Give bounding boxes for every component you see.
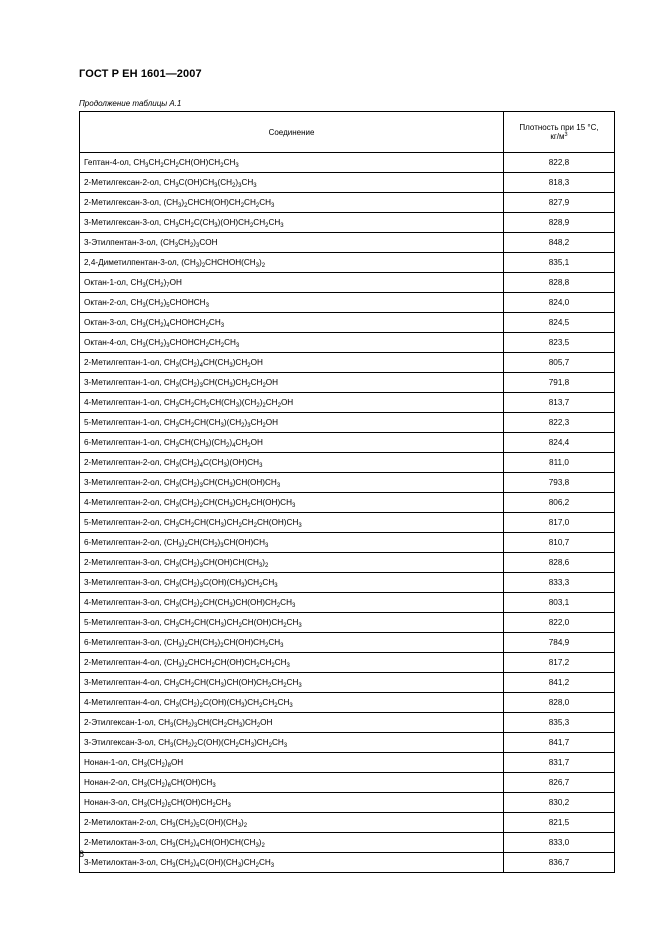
page-number: 8 bbox=[79, 849, 85, 859]
compound-formula: $CH_3CH(CH_3)(CH_2)_4CH_2OH$ bbox=[163, 438, 263, 449]
density-unit-exponent: 3 bbox=[564, 132, 568, 138]
compound-name: 6-Метилгептан-1-ол, bbox=[84, 438, 164, 447]
compound-cell bbox=[80, 353, 504, 373]
compound-formula: $CH_3(CH_2)_2C(OH)(CH_2CH_3)CH_2CH_3$ bbox=[158, 738, 288, 749]
density-value: 828,9 bbox=[504, 213, 615, 233]
compound-cell bbox=[80, 213, 504, 233]
density-header-label: Плотность при 15 °С, bbox=[519, 123, 599, 132]
table-row bbox=[80, 273, 615, 293]
compound-cell bbox=[80, 533, 504, 553]
compound-cell bbox=[80, 153, 504, 173]
density-value: 836,7 bbox=[504, 853, 615, 873]
compound-formula: $CH_3CH_2CH(CH_3)CH_2CH(OH)CH_2CH_3$ bbox=[163, 618, 302, 629]
compound-name: 3-Этилгексан-3-ол, bbox=[84, 738, 159, 747]
compound-cell bbox=[80, 593, 504, 613]
compound-formula: $CH_3(CH_2)_3CH(CH_2CH_3)CH_2OH$ bbox=[158, 718, 273, 729]
compound-name: 2-Метилгептан-2-ол, bbox=[84, 458, 164, 467]
density-value: 811,0 bbox=[504, 453, 615, 473]
compound-formula: $CH_3(CH_2)_3CH(CH_3)CH(OH)CH_3$ bbox=[163, 478, 281, 489]
density-value: 828,8 bbox=[504, 273, 615, 293]
compound-name: Нонан-2-ол, bbox=[84, 778, 132, 787]
table-row bbox=[80, 473, 615, 493]
table-row bbox=[80, 233, 615, 253]
density-value: 824,4 bbox=[504, 433, 615, 453]
compound-name: 4-Метилгептан-4-ол, bbox=[84, 698, 164, 707]
compound-cell bbox=[80, 293, 504, 313]
compound-formula: $CH_3(CH_2)_3CH(CH_3)CH_2CH_2OH$ bbox=[163, 378, 279, 389]
compound-formula: $CH_3(CH_2)_5CH(OH)CH_2CH_3$ bbox=[131, 798, 231, 809]
compound-name: Гептан-4-ол, bbox=[84, 158, 134, 167]
compound-cell bbox=[80, 453, 504, 473]
table-row bbox=[80, 513, 615, 533]
table-row bbox=[80, 613, 615, 633]
column-header-density bbox=[504, 112, 615, 153]
compound-formula: $CH_3CH_2C(CH_3)(OH)CH_2CH_2CH_3$ bbox=[163, 218, 284, 229]
compound-name: 5-Метилгептан-2-ол, bbox=[84, 518, 164, 527]
table-row bbox=[80, 313, 615, 333]
table-row bbox=[80, 493, 615, 513]
compound-name: 6-Метилгептан-2-ол, bbox=[84, 538, 164, 547]
compound-cell bbox=[80, 373, 504, 393]
density-value: 828,0 bbox=[504, 693, 615, 713]
compound-formula: $CH_3(CH_2)_8OH$ bbox=[131, 758, 184, 769]
density-value: 833,3 bbox=[504, 573, 615, 593]
table-row bbox=[80, 773, 615, 793]
compound-cell bbox=[80, 233, 504, 253]
compound-name: 6-Метилгептан-3-ол, bbox=[84, 638, 164, 647]
density-value: 824,5 bbox=[504, 313, 615, 333]
compound-formula: $(CH_3)_2CHCH_2CH(OH)CH_2CH_2CH_3$ bbox=[163, 658, 290, 669]
compound-cell bbox=[80, 333, 504, 353]
compound-cell bbox=[80, 713, 504, 733]
compound-cell bbox=[80, 473, 504, 493]
compound-name: 2-Метилгептан-4-ол, bbox=[84, 658, 164, 667]
density-value: 841,2 bbox=[504, 673, 615, 693]
compound-formula: $CH_3(CH_2)_4C(CH_3)(OH)CH_3$ bbox=[163, 458, 263, 469]
density-value: 817,0 bbox=[504, 513, 615, 533]
density-value: 824,0 bbox=[504, 293, 615, 313]
table-row bbox=[80, 533, 615, 553]
table-row bbox=[80, 433, 615, 453]
column-header-compound: Соединение bbox=[80, 112, 504, 153]
density-value: 821,5 bbox=[504, 813, 615, 833]
compound-formula: $CH_3CH_2CH_2CH(CH_3)(CH_2)_2CH_2OH$ bbox=[163, 398, 294, 409]
table-row bbox=[80, 193, 615, 213]
compound-formula: $CH_3C(OH)CH_3(CH_2)_3CH_3$ bbox=[163, 178, 257, 189]
compound-name: Октан-1-ол, bbox=[84, 278, 131, 287]
density-value: 791,8 bbox=[504, 373, 615, 393]
compound-cell bbox=[80, 773, 504, 793]
compound-cell bbox=[80, 513, 504, 533]
table-header-row bbox=[80, 112, 615, 153]
compound-name: 2-Метилгептан-3-ол, bbox=[84, 558, 164, 567]
compound-formula: $CH_3(CH_2)_4C(OH)(CH_3)CH_2CH_3$ bbox=[160, 858, 275, 869]
density-value: 835,1 bbox=[504, 253, 615, 273]
density-table bbox=[79, 111, 615, 873]
compound-name: Октан-3-ол, bbox=[84, 318, 131, 327]
compound-name: 2-Метилгексан-2-ол, bbox=[84, 178, 164, 187]
compound-cell bbox=[80, 633, 504, 653]
density-value: 805,7 bbox=[504, 353, 615, 373]
compound-name: 5-Метилгептан-1-ол, bbox=[84, 418, 164, 427]
density-value: 822,8 bbox=[504, 153, 615, 173]
compound-name: 4-Метилгептан-1-ол, bbox=[84, 398, 164, 407]
compound-formula: $CH_3(CH_2)_5C(OH)(CH_3)_2$ bbox=[160, 818, 248, 829]
density-value: 813,7 bbox=[504, 393, 615, 413]
table-row bbox=[80, 253, 615, 273]
table-row bbox=[80, 213, 615, 233]
table-row bbox=[80, 453, 615, 473]
compound-name: 3-Метилгептан-1-ол, bbox=[84, 378, 164, 387]
table-row bbox=[80, 693, 615, 713]
compound-name: Нонан-3-ол, bbox=[84, 798, 132, 807]
compound-cell bbox=[80, 653, 504, 673]
table-row bbox=[80, 653, 615, 673]
compound-cell bbox=[80, 413, 504, 433]
table-row bbox=[80, 413, 615, 433]
compound-formula: $CH_3(CH_2)_3CHOHCH_2CH_2CH_3$ bbox=[130, 338, 240, 349]
compound-cell bbox=[80, 193, 504, 213]
compound-name: 5-Метилгептан-3-ол, bbox=[84, 618, 164, 627]
compound-cell bbox=[80, 173, 504, 193]
compound-cell bbox=[80, 733, 504, 753]
compound-formula: $(CH_3)_2CHCH(OH)CH_2CH_2CH_3$ bbox=[163, 198, 275, 209]
compound-name: 2-Метилгептан-1-ол, bbox=[84, 358, 164, 367]
table-row bbox=[80, 853, 615, 873]
compound-name: Октан-2-ол, bbox=[84, 298, 131, 307]
compound-cell bbox=[80, 253, 504, 273]
table-row bbox=[80, 353, 615, 373]
compound-formula: $CH_3(CH_2)_2CH(CH_3)CH(OH)CH_2CH_3$ bbox=[163, 598, 296, 609]
compound-formula: $CH_3(CH_2)_4CH(CH_3)CH_2OH$ bbox=[163, 358, 263, 369]
table-row bbox=[80, 813, 615, 833]
compound-name: Октан-4-ол, bbox=[84, 338, 131, 347]
compound-cell bbox=[80, 853, 504, 873]
table-row bbox=[80, 633, 615, 653]
table-row bbox=[80, 713, 615, 733]
compound-formula: $CH_3(CH_2)_4CHOHCH_2CH_3$ bbox=[130, 318, 225, 329]
compound-name: 2-Метилоктан-2-ол, bbox=[84, 818, 161, 827]
density-value: 841,7 bbox=[504, 733, 615, 753]
compound-name: 3-Метилгексан-3-ол, bbox=[84, 218, 164, 227]
compound-name: 3-Метилгептан-3-ол, bbox=[84, 578, 164, 587]
table-row bbox=[80, 553, 615, 573]
compound-formula: $(CH_3)_2CHCHOH(CH_3)_2$ bbox=[181, 258, 266, 269]
compound-name: 3-Метилгептан-2-ол, bbox=[84, 478, 164, 487]
density-value: 810,7 bbox=[504, 533, 615, 553]
compound-formula: $CH_3CH_2CH(CH_3)(CH_2)_3CH_2OH$ bbox=[163, 418, 279, 429]
density-header-unit: кг/м bbox=[550, 132, 565, 141]
compound-formula: $CH_3CH_2CH_2CH(OH)CH_2CH_3$ bbox=[133, 158, 239, 169]
compound-cell bbox=[80, 273, 504, 293]
density-value: 828,6 bbox=[504, 553, 615, 573]
compound-formula: $CH_3(CH_2)_7OH$ bbox=[130, 278, 182, 289]
density-value: 833,0 bbox=[504, 833, 615, 853]
compound-name: 2-Этилгексан-1-ол, bbox=[84, 718, 159, 727]
table-row bbox=[80, 833, 615, 853]
compound-formula: $(CH_3CH_2)_3COH$ bbox=[160, 238, 218, 249]
density-value: 848,2 bbox=[504, 233, 615, 253]
compound-name: 3-Метилоктан-3-ол, bbox=[84, 858, 161, 867]
table-row bbox=[80, 753, 615, 773]
density-value: 818,3 bbox=[504, 173, 615, 193]
density-value: 823,5 bbox=[504, 333, 615, 353]
compound-cell bbox=[80, 393, 504, 413]
density-value: 803,1 bbox=[504, 593, 615, 613]
compound-name: 4-Метилгептан-3-ол, bbox=[84, 598, 164, 607]
compound-formula: $CH_3(CH_2)_2CH(CH_3)CH_2CH(OH)CH_3$ bbox=[163, 498, 296, 509]
table-row bbox=[80, 593, 615, 613]
table-row bbox=[80, 673, 615, 693]
compound-cell bbox=[80, 673, 504, 693]
compound-cell bbox=[80, 313, 504, 333]
density-value: 831,7 bbox=[504, 753, 615, 773]
compound-name: Нонан-1-ол, bbox=[84, 758, 132, 767]
compound-formula: $(CH_3)_2CH(CH_2)_2CH(OH)CH_2CH_3$ bbox=[163, 638, 284, 649]
compound-name: 2,4-Диметилпентан-3-ол, bbox=[84, 258, 182, 267]
density-value: 827,9 bbox=[504, 193, 615, 213]
table-row bbox=[80, 293, 615, 313]
compound-cell bbox=[80, 813, 504, 833]
compound-cell bbox=[80, 693, 504, 713]
table-row bbox=[80, 733, 615, 753]
table-row bbox=[80, 793, 615, 813]
table-row bbox=[80, 373, 615, 393]
table-row bbox=[80, 333, 615, 353]
compound-cell bbox=[80, 613, 504, 633]
compound-name: 3-Метилгептан-4-ол, bbox=[84, 678, 164, 687]
compound-formula: $CH_3(CH_2)_2C(OH)(CH_3)CH_2CH_2CH_3$ bbox=[163, 698, 293, 709]
compound-name: 2-Метилгексан-3-ол, bbox=[84, 198, 164, 207]
compound-cell bbox=[80, 753, 504, 773]
table-caption: Продолжение таблицы А.1 bbox=[79, 99, 182, 108]
table-row bbox=[80, 393, 615, 413]
table-row bbox=[80, 173, 615, 193]
density-value: 817,2 bbox=[504, 653, 615, 673]
density-value: 793,8 bbox=[504, 473, 615, 493]
density-value: 822,0 bbox=[504, 613, 615, 633]
compound-formula: $(CH_3)_2CH(CH_2)_3CH(OH)CH_3$ bbox=[163, 538, 269, 549]
compound-formula: $CH_3(CH_2)_6CH(OH)CH_3$ bbox=[131, 778, 216, 789]
density-value: 822,3 bbox=[504, 413, 615, 433]
density-value: 784,9 bbox=[504, 633, 615, 653]
density-value: 830,2 bbox=[504, 793, 615, 813]
compound-formula: $CH_3CH_2CH(CH_3)CH_2CH_2CH(OH)CH_3$ bbox=[163, 518, 302, 529]
compound-formula: $CH_3(CH_2)_5CHOHCH_3$ bbox=[130, 298, 209, 309]
compound-cell bbox=[80, 793, 504, 813]
compound-cell bbox=[80, 833, 504, 853]
density-value: 835,3 bbox=[504, 713, 615, 733]
compound-formula: $CH_3(CH_2)_4CH(OH)CH(CH_3)_2$ bbox=[160, 838, 265, 849]
compound-name: 4-Метилгептан-2-ол, bbox=[84, 498, 164, 507]
compound-formula: $CH_3(CH_2)_3C(OH)(CH_3)CH_2CH_3$ bbox=[163, 578, 278, 589]
density-value: 826,7 bbox=[504, 773, 615, 793]
document-title: ГОСТ Р ЕН 1601—2007 bbox=[79, 68, 202, 80]
compound-formula: $CH_3(CH_2)_3CH(OH)CH(CH_3)_2$ bbox=[163, 558, 269, 569]
compound-cell bbox=[80, 433, 504, 453]
compound-name: 3-Этилпентан-3-ол, bbox=[84, 238, 161, 247]
table-row bbox=[80, 153, 615, 173]
compound-cell bbox=[80, 573, 504, 593]
table-row bbox=[80, 573, 615, 593]
density-value: 806,2 bbox=[504, 493, 615, 513]
compound-formula: $CH_3CH_2CH(CH_3)CH(OH)CH_2CH_2CH_3$ bbox=[163, 678, 302, 689]
compound-name: 2-Метилоктан-3-ол, bbox=[84, 838, 161, 847]
compound-cell bbox=[80, 553, 504, 573]
table-body bbox=[80, 153, 615, 873]
compound-cell bbox=[80, 493, 504, 513]
